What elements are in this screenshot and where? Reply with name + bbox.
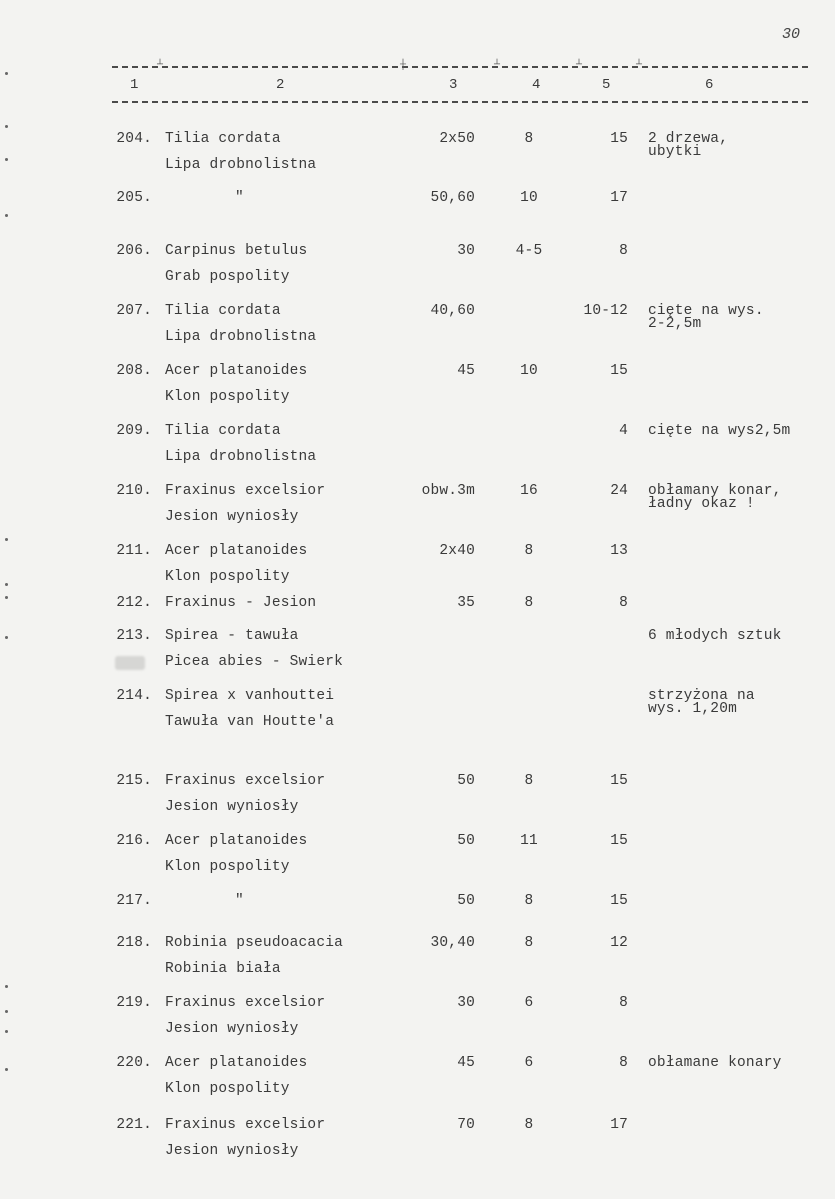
column-header-5: 5 <box>602 77 611 93</box>
height-m: 8 <box>524 595 534 611</box>
remarks-line-1: obłamany konar, <box>648 483 782 499</box>
polish-name: Lipa drobnolistna <box>165 329 317 345</box>
diameter-cm: 40,60 <box>430 303 475 319</box>
entry-number: 220. <box>116 1055 152 1071</box>
column-tick: ┴ <box>636 60 643 71</box>
diameter-cm: 50 <box>457 833 475 849</box>
remarks-line-1: cięte na wys. <box>648 303 764 319</box>
polish-name: Klon pospolity <box>165 569 290 585</box>
height-m: 16 <box>520 483 538 499</box>
column-header-4: 4 <box>532 77 541 93</box>
latin-name: Acer platanoides <box>165 543 308 559</box>
latin-name: Acer platanoides <box>165 833 308 849</box>
crown-m: 10-12 <box>583 303 628 319</box>
polish-name: Grab pospolity <box>165 269 290 285</box>
column-header-3: 3 <box>449 77 458 93</box>
latin-name: Spirea x vanhouttei <box>165 688 335 704</box>
margin-dot <box>5 214 8 217</box>
page-number: 30 <box>782 26 801 43</box>
latin-name: Carpinus betulus <box>165 243 308 259</box>
crown-m: 15 <box>610 363 628 379</box>
ink-smudge <box>115 656 145 670</box>
column-tick: ┴ <box>576 60 583 71</box>
margin-dot <box>5 158 8 161</box>
margin-dot <box>5 1030 8 1033</box>
entry-number: 207. <box>116 303 152 319</box>
polish-name: Picea abies - Swierk <box>165 654 344 670</box>
entry-number: 210. <box>116 483 152 499</box>
polish-name: Jesion wyniosły <box>165 1143 299 1159</box>
column-tick: ┴ <box>157 60 164 71</box>
crown-m: 15 <box>610 893 628 909</box>
remarks-line-2: 2-2,5m <box>648 316 702 332</box>
remarks-line-2: ubytki <box>648 144 702 160</box>
polish-name: Klon pospolity <box>165 1081 290 1097</box>
height-m: 8 <box>524 131 534 147</box>
diameter-cm: 45 <box>457 1055 475 1071</box>
polish-name: Klon pospolity <box>165 859 290 875</box>
height-m: 4-5 <box>515 243 543 259</box>
height-m: 8 <box>524 1117 534 1133</box>
entry-number: 209. <box>116 423 152 439</box>
diameter-cm: 30 <box>457 243 475 259</box>
entry-number: 206. <box>116 243 152 259</box>
height-m: 8 <box>524 543 534 559</box>
height-m: 10 <box>520 363 538 379</box>
entry-number: 204. <box>116 131 152 147</box>
header-rule-bottom <box>112 101 808 103</box>
crown-m: 8 <box>619 595 628 611</box>
entry-number: 205. <box>116 190 152 206</box>
polish-name: Tawuła van Houtte'a <box>165 714 335 730</box>
latin-name: " <box>235 190 244 206</box>
latin-name: Tilia cordata <box>165 423 281 439</box>
polish-name: Jesion wyniosły <box>165 799 299 815</box>
remarks-line-1: 2 drzewa, <box>648 131 729 147</box>
crown-m: 15 <box>610 773 628 789</box>
height-m: 8 <box>524 773 534 789</box>
diameter-cm: obw.3m <box>421 483 475 499</box>
column-tick: ┼ <box>400 60 407 71</box>
height-m: 8 <box>524 893 534 909</box>
crown-m: 24 <box>610 483 628 499</box>
column-header-6: 6 <box>705 77 714 93</box>
latin-name: Acer platanoides <box>165 363 308 379</box>
remarks-line-1: 6 młodych sztuk <box>648 628 782 644</box>
column-tick: ┴ <box>494 60 501 71</box>
entry-number: 215. <box>116 773 152 789</box>
latin-name: Fraxinus excelsior <box>165 1117 326 1133</box>
margin-dot <box>5 125 8 128</box>
latin-name: Acer platanoides <box>165 1055 308 1071</box>
polish-name: Lipa drobnolistna <box>165 449 317 465</box>
diameter-cm: 30,40 <box>430 935 475 951</box>
margin-dot <box>5 636 8 639</box>
crown-m: 15 <box>610 131 628 147</box>
diameter-cm: 45 <box>457 363 475 379</box>
entry-number: 216. <box>116 833 152 849</box>
height-m: 10 <box>520 190 538 206</box>
diameter-cm: 50 <box>457 773 475 789</box>
diameter-cm: 35 <box>457 595 475 611</box>
entry-number: 219. <box>116 995 152 1011</box>
diameter-cm: 50 <box>457 893 475 909</box>
entry-number: 213. <box>116 628 152 644</box>
height-m: 11 <box>520 833 538 849</box>
polish-name: Lipa drobnolistna <box>165 157 317 173</box>
polish-name: Robinia biała <box>165 961 281 977</box>
header-rule-top <box>112 66 808 68</box>
crown-m: 4 <box>619 423 628 439</box>
entry-number: 214. <box>116 688 152 704</box>
margin-dot <box>5 538 8 541</box>
crown-m: 8 <box>619 1055 628 1071</box>
remarks-line-1: strzyżona na <box>648 688 755 704</box>
crown-m: 15 <box>610 833 628 849</box>
latin-name: Tilia cordata <box>165 303 281 319</box>
latin-name: Tilia cordata <box>165 131 281 147</box>
diameter-cm: 70 <box>457 1117 475 1133</box>
crown-m: 12 <box>610 935 628 951</box>
crown-m: 8 <box>619 995 628 1011</box>
column-header-1: 1 <box>130 77 139 93</box>
height-m: 8 <box>524 935 534 951</box>
remarks-line-2: ładny okaz ! <box>648 496 755 512</box>
diameter-cm: 30 <box>457 995 475 1011</box>
entry-number: 217. <box>116 893 152 909</box>
margin-dot <box>5 985 8 988</box>
latin-name: Fraxinus excelsior <box>165 995 326 1011</box>
margin-dot <box>5 1068 8 1071</box>
polish-name: Klon pospolity <box>165 389 290 405</box>
polish-name: Jesion wyniosły <box>165 1021 299 1037</box>
diameter-cm: 2x40 <box>439 543 475 559</box>
margin-dot <box>5 583 8 586</box>
latin-name: Robinia pseudoacacia <box>165 935 344 951</box>
margin-dot <box>5 1010 8 1013</box>
crown-m: 13 <box>610 543 628 559</box>
entry-number: 212. <box>116 595 152 611</box>
remarks-line-2: wys. 1,20m <box>648 701 738 717</box>
entry-number: 208. <box>116 363 152 379</box>
crown-m: 17 <box>610 1117 628 1133</box>
entry-number: 218. <box>116 935 152 951</box>
crown-m: 17 <box>610 190 628 206</box>
height-m: 6 <box>524 1055 534 1071</box>
entry-number: 211. <box>116 543 152 559</box>
margin-dot <box>5 72 8 75</box>
entry-number: 221. <box>116 1117 152 1133</box>
column-header-2: 2 <box>276 77 285 93</box>
latin-name: Fraxinus excelsior <box>165 773 326 789</box>
crown-m: 8 <box>619 243 628 259</box>
latin-name: " <box>235 893 244 909</box>
latin-name: Spirea - tawuła <box>165 628 299 644</box>
remarks-line-1: obłamane konary <box>648 1055 782 1071</box>
latin-name: Fraxinus excelsior <box>165 483 326 499</box>
polish-name: Jesion wyniosły <box>165 509 299 525</box>
margin-dot <box>5 596 8 599</box>
remarks-line-1: cięte na wys2,5m <box>648 423 791 439</box>
diameter-cm: 50,60 <box>430 190 475 206</box>
height-m: 6 <box>524 995 534 1011</box>
diameter-cm: 2x50 <box>439 131 475 147</box>
latin-name: Fraxinus - Jesion <box>165 595 317 611</box>
